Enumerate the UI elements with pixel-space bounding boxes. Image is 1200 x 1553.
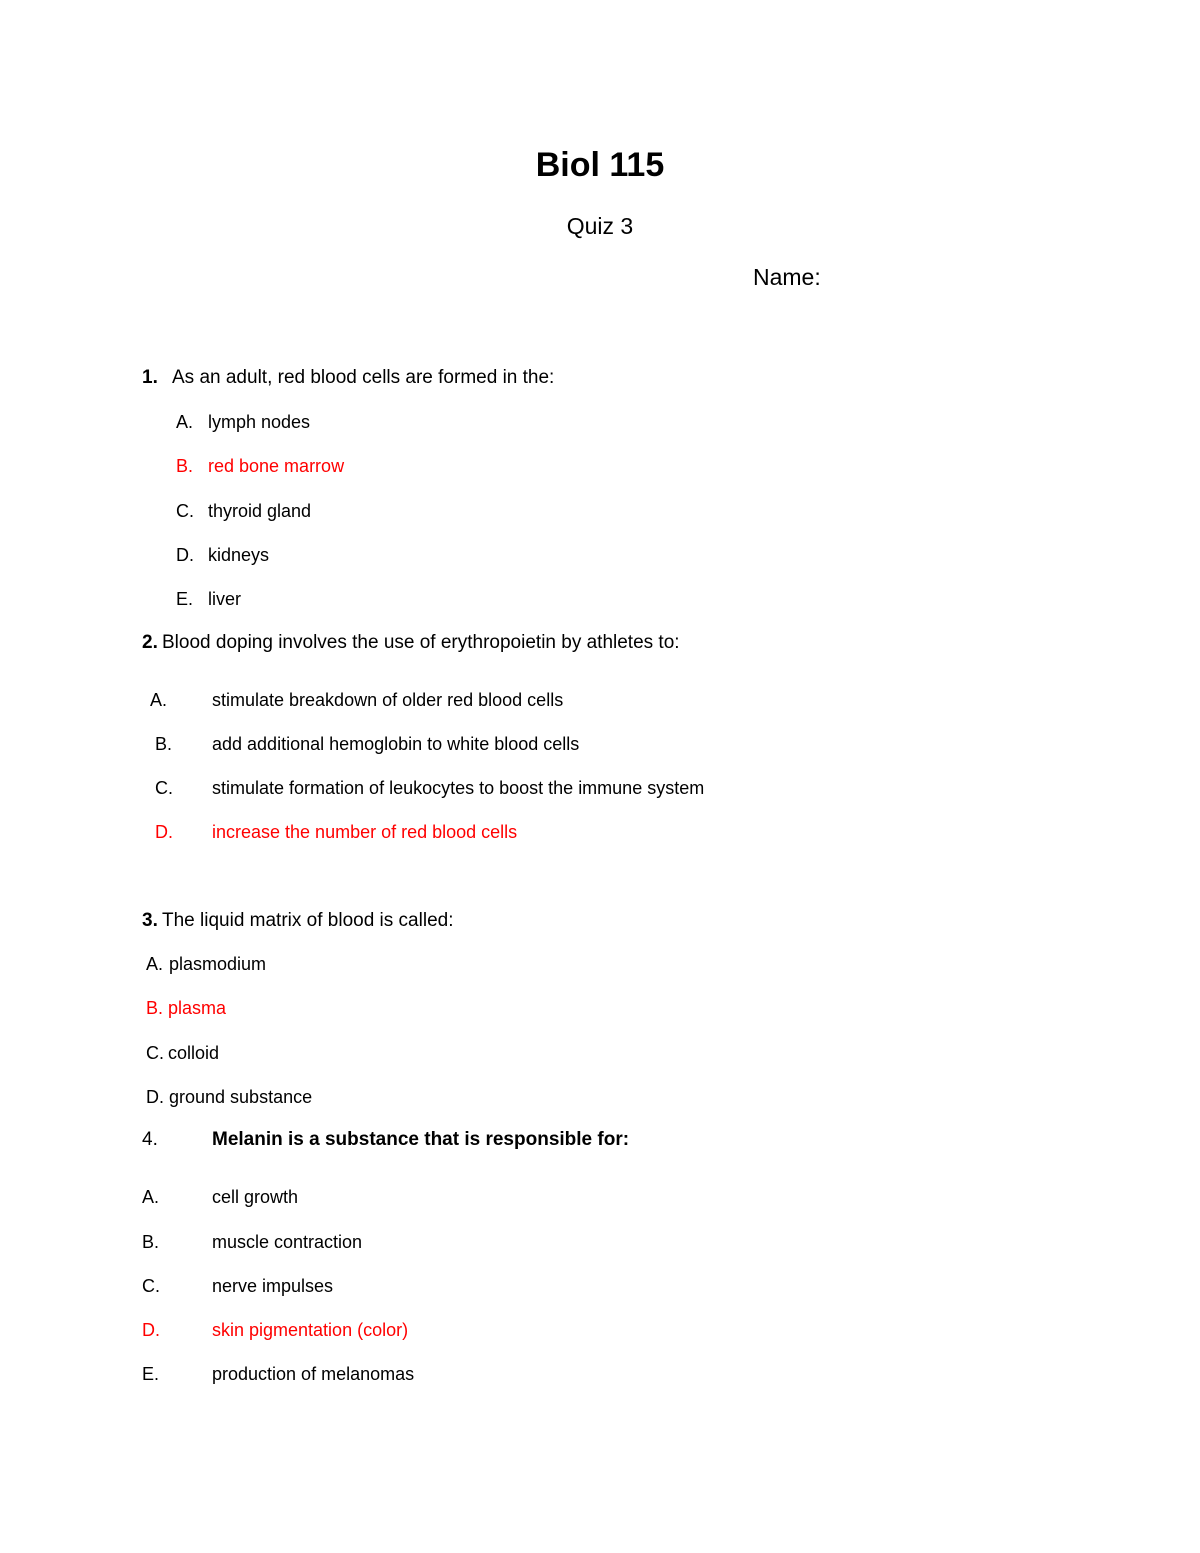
option-letter-correct: B. [146,998,164,1018]
option-letter: A. [146,954,164,974]
option-letter: B. [155,734,173,754]
option-text: production of melanomas [212,1364,415,1384]
option-text: colloid [168,1043,220,1063]
option-text: kidneys [208,545,270,565]
question-number: 4. [142,1129,158,1150]
option-letter: A. [142,1187,160,1207]
option-letter: D. [176,545,194,565]
option-text: liver [208,589,242,609]
option-letter: B. [142,1232,160,1252]
option-text: muscle contraction [212,1232,363,1252]
option-letter: E. [176,589,194,609]
option-letter: A. [176,412,194,432]
quiz-subtitle: Quiz 3 [566,213,634,239]
option-text: stimulate formation of leukocytes to boost the immune system [212,778,705,798]
question-number: 3. [142,910,158,931]
option-letter: C. [146,1043,164,1063]
option-text: lymph nodes [208,412,311,432]
option-text: plasmodium [169,954,267,974]
option-letter: C. [155,778,173,798]
option-letter: A. [150,690,168,710]
question-number: 1. [142,367,158,388]
option-letter: C. [142,1276,160,1296]
question-text: The liquid matrix of blood is called: [162,910,454,931]
option-text-correct: increase the number of red blood cells [212,822,518,842]
option-letter-correct: D. [155,822,173,842]
option-text-correct: skin pigmentation (color) [212,1320,409,1340]
question-number: 2. [142,632,158,653]
option-text: thyroid gland [208,501,312,521]
option-text: ground substance [169,1087,313,1107]
option-text: stimulate breakdown of older red blood cells [212,690,564,710]
option-text: cell growth [212,1187,299,1207]
option-text-correct: red bone marrow [208,456,345,476]
option-text: add additional hemoglobin to white blood cells [212,734,580,754]
question-text: Melanin is a substance that is responsible for: [212,1129,630,1150]
option-letter: C. [176,501,194,521]
option-letter: E. [142,1364,160,1384]
option-text: nerve impulses [212,1276,334,1296]
question-text: Blood doping involves the use of erythropoietin by athletes to: [162,632,680,653]
page-title: Biol 115 [535,146,665,184]
option-letter-correct: B. [176,456,194,476]
option-letter: D. [146,1087,164,1107]
option-text-correct: plasma [168,998,227,1018]
question-text: As an adult, red blood cells are formed in the: [172,367,555,388]
name-label: Name: [753,264,821,290]
option-letter-correct: D. [142,1320,160,1340]
